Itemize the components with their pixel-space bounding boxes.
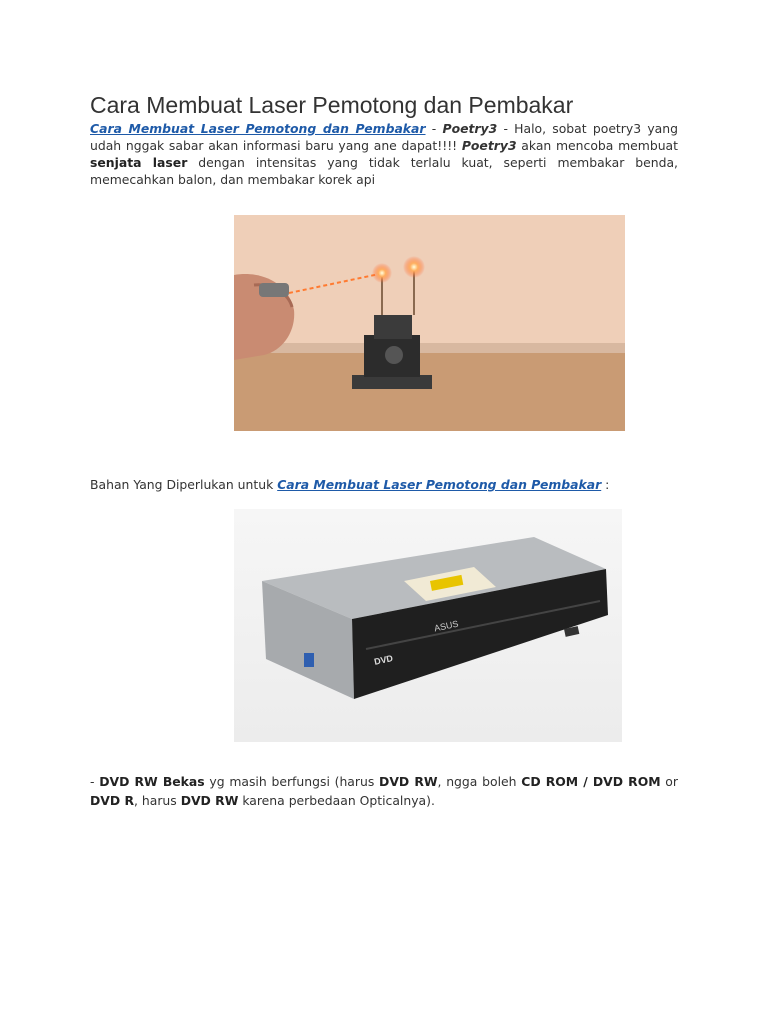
dvd-text-3: , ngga boleh: [437, 774, 522, 789]
materials-suffix: :: [601, 477, 610, 492]
intro-text-2: akan mencoba membuat: [516, 138, 678, 153]
brand-name-2: Poetry3: [461, 138, 517, 153]
intro-bold: senjata laser: [90, 155, 188, 170]
drive-dvd-logo: DVD: [373, 653, 394, 667]
dvd-drive-illustration: [234, 509, 622, 742]
dvd-text-5: , harus: [134, 793, 181, 808]
dvd-text-2: yg masih berfungsi (harus: [204, 774, 380, 789]
dvd-requirement: [90, 772, 678, 810]
dvd-bold-3: CD ROM / DVD ROM: [521, 774, 661, 789]
dvd-bold-4: DVD R: [90, 793, 135, 808]
intro-text-3: dengan intensitas yang tidak terlalu kuat, seperti membakar benda, memecahkan balon, dan membakar korek api: [90, 155, 678, 187]
dvd-drive-photo: [234, 509, 622, 742]
page-title: Cara Membuat Laser Pemotong dan Pembakar: [90, 92, 574, 118]
dvd-text-1: -: [90, 774, 100, 789]
intro-paragraph: [90, 120, 678, 188]
materials-link[interactable]: Cara Membuat Laser Pemotong dan Pembakar: [277, 477, 602, 492]
drive-brand-label: ASUS: [433, 618, 460, 634]
dvd-bold-2: DVD RW: [379, 774, 438, 789]
dvd-text-6: karena perbedaan Opticalnya).: [238, 793, 435, 808]
dvd-text-4: or: [660, 774, 678, 789]
dvd-bold-5: DVD RW: [180, 793, 239, 808]
dvd-bold-1: DVD RW Bekas: [99, 774, 205, 789]
intro-text-1: - Halo, sobat poetry3 yang udah nggak sabar akan informasi baru yang ane dapat!!!!: [90, 121, 678, 153]
materials-prefix: Bahan Yang Diperlukan untuk: [90, 477, 278, 492]
title-link[interactable]: Cara Membuat Laser Pemotong dan Pembakar: [90, 121, 426, 136]
intro-sep: -: [425, 121, 443, 136]
laser-photo: [234, 215, 625, 431]
materials-heading: [90, 477, 609, 492]
laser-scene-illustration: [234, 215, 625, 431]
brand-name: Poetry3: [442, 121, 498, 136]
